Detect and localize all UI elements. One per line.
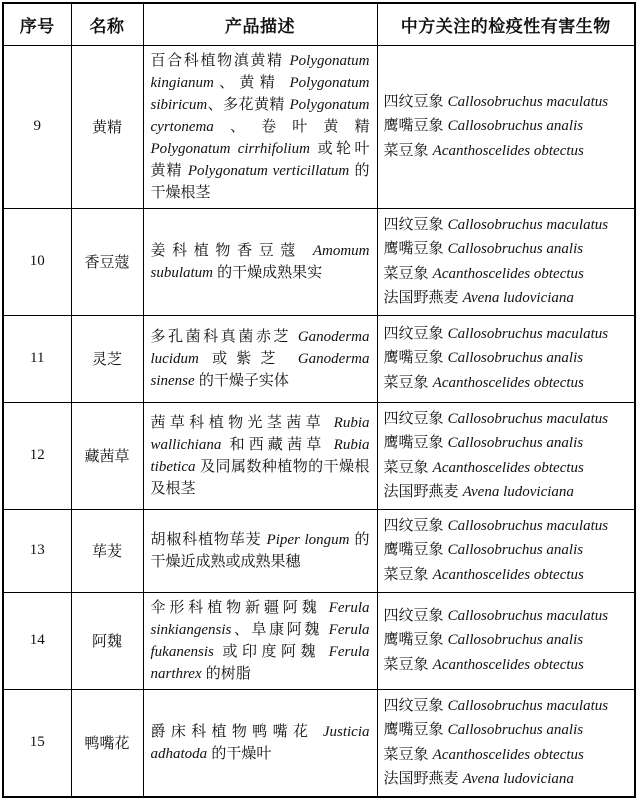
latin-species-name: Polygonatum verticillatum: [187, 162, 350, 179]
latin-species-name: Callosobruchus maculatus: [447, 216, 609, 233]
row-number-cell: 14: [3, 592, 71, 689]
pest-line: [384, 262, 629, 287]
row-number-cell: 13: [3, 509, 71, 592]
product-name-cell: 荜茇: [71, 509, 143, 592]
chinese-text: 多孔菌科真菌赤芝: [150, 327, 298, 345]
pest-line: [384, 718, 629, 743]
product-description-cell: [143, 689, 377, 797]
chinese-text: 鹰嘴豆象: [383, 117, 448, 135]
quarantine-pests-cell: [377, 689, 635, 797]
latin-species-name: Acanthoscelides obtectus: [432, 265, 584, 282]
latin-species-name: Rubia wallichiana: [150, 414, 370, 453]
product-description-cell: [143, 45, 377, 208]
table-body: [3, 45, 635, 797]
latin-species-name: Polygonatum kingianum: [150, 52, 370, 91]
latin-species-name: Acanthoscelides obtectus: [432, 656, 584, 673]
table-row: [3, 402, 635, 509]
chinese-text: 或紫芝: [198, 349, 298, 367]
chinese-text: 法国野燕麦: [383, 770, 463, 787]
latin-species-name: Ferula narthrex: [150, 643, 370, 682]
latin-species-name: Acanthoscelides obtectus: [432, 566, 584, 583]
chinese-text: 四纹豆象: [383, 215, 448, 233]
pest-line: [384, 371, 629, 396]
latin-species-name: Callosobruchus maculatus: [447, 93, 609, 110]
latin-species-name: Acanthoscelides obtectus: [432, 142, 584, 159]
pest-line: [384, 456, 629, 481]
chinese-text: 的干燥子实体: [194, 371, 289, 389]
pest-line: [384, 114, 629, 139]
header-row: [3, 3, 635, 45]
chinese-text: 鹰嘴豆象: [383, 541, 448, 559]
pest-line: [384, 407, 629, 432]
latin-species-name: Piper longum: [266, 531, 350, 548]
chinese-text: 四纹豆象: [383, 516, 448, 534]
chinese-text: 或轮叶黄精: [150, 139, 370, 179]
pest-line: [384, 743, 629, 768]
chinese-text: 四纹豆象: [383, 324, 448, 342]
latin-species-name: Callosobruchus analis: [447, 350, 584, 367]
pest-line: [384, 694, 629, 719]
chinese-text: 鹰嘴豆象: [383, 349, 448, 367]
chinese-text: 、卷叶黄精: [213, 117, 370, 135]
pest-line: [384, 767, 629, 792]
chinese-text: 鹰嘴豆象: [383, 721, 448, 738]
latin-species-name: Polygonatum sibiricum: [150, 74, 370, 113]
chinese-text: 四纹豆象: [383, 696, 448, 714]
row-number-cell: 11: [3, 315, 71, 402]
chinese-text: 的干燥根茎: [150, 161, 370, 201]
quarantine-pests-cell: [377, 45, 635, 208]
latin-species-name: Polygonatum cirrhifolium: [150, 140, 310, 157]
latin-species-name: Callosobruchus maculatus: [447, 325, 609, 342]
product-description-cell: [143, 208, 377, 315]
table-row: [3, 208, 635, 315]
chinese-text: 四纹豆象: [383, 409, 448, 427]
quarantine-pests-cell: [377, 315, 635, 402]
table-row: [3, 689, 635, 797]
chinese-text: 伞形科植物新疆阿魏: [150, 598, 329, 616]
header-serial-number: 序号: [3, 3, 71, 45]
latin-species-name: Ganoderma sinense: [150, 350, 370, 389]
chinese-text: 的干燥叶: [207, 744, 272, 762]
quarantine-pests-cell: [377, 208, 635, 315]
table-row: [3, 315, 635, 402]
chinese-text: 百合科植物滇黄精: [150, 51, 290, 69]
chinese-text: 胡椒科植物荜茇: [150, 530, 267, 548]
chinese-text: 的干燥近成熟或成熟果穗: [150, 530, 370, 570]
chinese-text: 法国野燕麦: [383, 289, 463, 306]
latin-species-name: Callosobruchus maculatus: [447, 517, 609, 534]
latin-species-name: Polygonatum cyrtonema: [150, 96, 370, 135]
quarantine-pest-table: [2, 2, 636, 798]
latin-species-name: Ganoderma lucidum: [150, 328, 370, 367]
chinese-text: 菜豆象: [383, 141, 433, 159]
latin-species-name: Callosobruchus analis: [447, 241, 584, 257]
product-description-cell: [143, 509, 377, 592]
latin-species-name: Callosobruchus analis: [447, 722, 584, 738]
chinese-text: 法国野燕麦: [383, 483, 463, 500]
chinese-text: 四纹豆象: [383, 92, 448, 110]
latin-species-name: Acanthoscelides obtectus: [432, 746, 584, 763]
latin-species-name: Avena ludoviciana: [462, 290, 574, 306]
chinese-text: 及同属数种植物的干燥根及根茎: [150, 457, 370, 497]
chinese-text: 的树脂: [201, 664, 251, 682]
table-header: [3, 3, 635, 45]
latin-species-name: Callosobruchus maculatus: [447, 410, 609, 427]
chinese-text: 、黄精: [213, 73, 290, 91]
latin-species-name: Avena ludoviciana: [462, 484, 574, 500]
chinese-text: 鹰嘴豆象: [383, 434, 448, 451]
quarantine-pests-cell: [377, 592, 635, 689]
pest-line: [384, 286, 629, 311]
table-row: [3, 45, 635, 208]
row-number-cell: 12: [3, 402, 71, 509]
pest-line: [384, 139, 629, 164]
header-product-description: 产品描述: [143, 3, 377, 45]
chinese-text: 菜豆象: [383, 655, 433, 673]
pest-line: [384, 538, 629, 563]
pest-line: [384, 628, 629, 653]
table-row: [3, 509, 635, 592]
chinese-text: 鹰嘴豆象: [383, 631, 448, 649]
product-name-cell: 香豆蔻: [71, 208, 143, 315]
latin-species-name: Justicia adhatoda: [150, 723, 370, 762]
chinese-text: 的干燥成熟果实: [213, 263, 323, 281]
product-name-cell: 藏茜草: [71, 402, 143, 509]
pest-line: [384, 563, 629, 588]
chinese-text: 菜豆象: [383, 264, 433, 282]
latin-species-name: Callosobruchus analis: [447, 118, 584, 135]
header-quarantine-pests: 中方关注的检疫性有害生物: [377, 3, 635, 45]
chinese-text: 、多花黄精: [207, 95, 290, 113]
chinese-text: 爵床科植物鸭嘴花: [150, 722, 323, 740]
row-number-cell: 9: [3, 45, 71, 208]
pest-line: [384, 480, 629, 505]
quarantine-pests-cell: [377, 402, 635, 509]
pest-line: [384, 514, 629, 539]
pest-line: [384, 90, 629, 115]
row-number-cell: 15: [3, 689, 71, 797]
product-description-cell: [143, 315, 377, 402]
latin-species-name: Acanthoscelides obtectus: [432, 459, 584, 476]
pest-line: [384, 213, 629, 238]
product-description-cell: [143, 592, 377, 689]
latin-species-name: Rubia tibetica: [150, 436, 370, 475]
product-name-cell: 灵芝: [71, 315, 143, 402]
chinese-text: 四纹豆象: [383, 606, 448, 624]
pest-line: [384, 322, 629, 347]
latin-species-name: Ferula fukanensis: [150, 621, 370, 660]
product-name-cell: 阿魏: [71, 592, 143, 689]
product-name-cell: 鸭嘴花: [71, 689, 143, 797]
chinese-text: 鹰嘴豆象: [383, 240, 448, 257]
chinese-text: 姜科植物香豆蔻: [150, 241, 313, 259]
chinese-text: 茜草科植物光茎茜草: [150, 413, 334, 431]
chinese-text: 菜豆象: [383, 565, 433, 583]
pest-line: [384, 346, 629, 371]
product-name-cell: 黄精: [71, 45, 143, 208]
pest-line: [384, 653, 629, 678]
chinese-text: 菜豆象: [383, 745, 433, 763]
table-row: [3, 592, 635, 689]
latin-species-name: Callosobruchus analis: [447, 632, 584, 649]
pest-line: [384, 604, 629, 629]
chinese-text: 、阜康阿魏: [231, 620, 329, 638]
chinese-text: 或印度阿魏: [213, 642, 329, 660]
quarantine-pests-cell: [377, 509, 635, 592]
latin-species-name: Callosobruchus maculatus: [447, 697, 609, 714]
header-name: 名称: [71, 3, 143, 45]
chinese-text: 菜豆象: [383, 458, 433, 476]
latin-species-name: Callosobruchus maculatus: [447, 607, 609, 624]
latin-species-name: Avena ludoviciana: [462, 771, 574, 787]
latin-species-name: Amomum subulatum: [150, 242, 370, 281]
pest-line: [384, 431, 629, 456]
latin-species-name: Callosobruchus analis: [447, 435, 584, 451]
latin-species-name: Ferula sinkiangensis: [150, 599, 370, 638]
row-number-cell: 10: [3, 208, 71, 315]
chinese-text: 菜豆象: [383, 373, 433, 391]
pest-line: [384, 237, 629, 262]
latin-species-name: Callosobruchus analis: [447, 542, 584, 559]
product-description-cell: [143, 402, 377, 509]
latin-species-name: Acanthoscelides obtectus: [432, 374, 584, 391]
chinese-text: 和西藏茜草: [221, 435, 334, 453]
